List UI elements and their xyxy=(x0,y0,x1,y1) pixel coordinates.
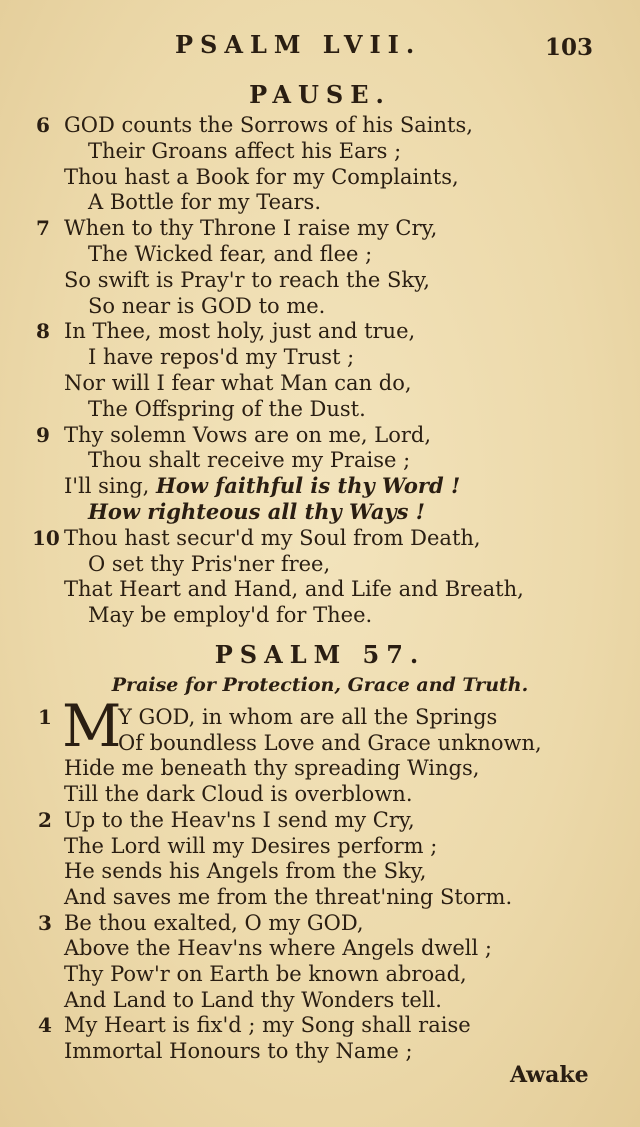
verse-line xyxy=(88,499,425,525)
verse-line xyxy=(118,730,542,756)
verse-line xyxy=(88,189,321,215)
verse-line xyxy=(88,344,354,370)
verse-line-text: O set thy Pris'ner free, xyxy=(88,551,331,576)
verse-line-text: And Land to Land thy Wonders tell. xyxy=(64,987,442,1012)
verse-line xyxy=(64,807,415,833)
psalm-heading: PSALM 57. xyxy=(214,640,426,669)
verse-line xyxy=(118,704,497,730)
verse-line-text: Above the Heav'ns where Angels dwell ; xyxy=(64,936,492,961)
verse-number: 1 xyxy=(38,705,52,729)
verse-line-text: I'll sing, xyxy=(64,474,156,499)
verse-number: 3 xyxy=(38,910,52,935)
verse-line-text: How righteous all thy Ways ! xyxy=(88,499,425,524)
verse-line-text: Thy Pow'r on Earth be known abroad, xyxy=(64,962,467,986)
verse-number: 6 xyxy=(36,113,50,137)
verse-line-text: And saves me from the threat'ning Storm. xyxy=(64,884,513,909)
verse-line xyxy=(64,525,481,551)
verse-line xyxy=(64,267,430,293)
verse-line xyxy=(64,884,512,910)
catchword: Awake xyxy=(510,1062,589,1088)
verse-line-text: In Thee, most holy, just and true, xyxy=(64,319,416,344)
verse-line xyxy=(88,241,372,267)
verse-line xyxy=(64,422,431,448)
verse-line-text: Up to the Heav'ns I send my Cry, xyxy=(64,807,415,832)
psalm-subtitle: Praise for Protection, Grace and Truth. xyxy=(111,674,529,696)
verse-line-text: Thy solemn Vows are on me, Lord, xyxy=(64,422,431,447)
verse-line xyxy=(64,318,415,344)
verse-line-text: Thou hast secur'd my Soul from Death, xyxy=(64,525,481,550)
verse-line xyxy=(88,602,372,628)
verse-number: 4 xyxy=(38,1013,52,1038)
verse-line xyxy=(64,1038,413,1064)
verse-line-text: Till the dark Cloud is overblown. xyxy=(64,782,413,807)
verse-line-text: The Wicked fear, and flee ; xyxy=(88,242,373,266)
verse-line-text: My Heart is fix'd ; my Song shall raise xyxy=(64,1013,471,1038)
verse-number: 10 xyxy=(32,525,60,550)
verse-line-text: The Lord will my Desires perform ; xyxy=(64,833,438,858)
verse-line-text: Be thou exalted, O my GOD, xyxy=(64,910,364,935)
verse-line-text: When to thy Throne I raise my Cry, xyxy=(64,216,438,241)
verse-line xyxy=(88,293,325,319)
verse-line xyxy=(88,447,410,473)
verse-line-text: Immortal Honours to thy Name ; xyxy=(64,1039,413,1064)
verse-line-text: I have repos'd my Trust ; xyxy=(88,345,355,370)
verse-line-text: A Bottle for my Tears. xyxy=(88,190,322,215)
verse-line xyxy=(64,370,412,396)
verse-number: 2 xyxy=(38,807,52,832)
verse-line-text: GOD counts the Sorrows of his Saints, xyxy=(64,113,473,137)
verse-line xyxy=(64,576,524,602)
verse-line xyxy=(64,987,442,1013)
verse-line-italic: How faithful is thy Word ! xyxy=(156,473,461,499)
page-number: 103 xyxy=(545,34,594,61)
pause-heading: PAUSE. xyxy=(249,80,391,109)
verse-line xyxy=(64,833,437,859)
verse-line xyxy=(64,781,413,807)
verse-line xyxy=(88,396,366,422)
verse-line-text: He sends his Angels from the Sky, xyxy=(64,859,427,884)
verse-line xyxy=(64,935,492,961)
verse-number: 7 xyxy=(36,216,50,241)
verse-line-text: Thou shalt receive my Praise ; xyxy=(88,448,411,473)
drop-cap: M xyxy=(62,692,122,760)
verse-line xyxy=(64,910,364,936)
verse-line-text: That Heart and Hand, and Life and Breath, xyxy=(64,577,524,602)
verse-line xyxy=(88,138,401,164)
verse-line xyxy=(64,164,459,190)
verse-line-text: Of boundless Love and Grace unknown, xyxy=(118,730,542,755)
verse-number: 8 xyxy=(36,319,50,344)
verse-line-text: Y GOD, in whom are all the Springs xyxy=(118,705,498,729)
verse-line-text: Hide me beneath thy spreading Wings, xyxy=(64,756,480,781)
verse-line-text: Their Groans affect his Ears ; xyxy=(88,138,402,163)
verse-line xyxy=(64,112,473,138)
verse-line-text: So swift is Pray'r to reach the Sky, xyxy=(64,267,430,292)
verse-line xyxy=(64,473,460,499)
verse-line xyxy=(64,1012,471,1038)
running-header: PSALM LVII. xyxy=(175,30,422,59)
verse-line-text: So near is GOD to me. xyxy=(88,293,326,318)
verse-line-text: Thou hast a Book for my Complaints, xyxy=(64,164,459,189)
verse-line xyxy=(64,858,426,884)
verse-line xyxy=(64,215,437,241)
verse-line xyxy=(88,551,330,577)
verse-line xyxy=(64,755,479,781)
verse-line xyxy=(64,961,467,987)
verse-line-text: The Offspring of the Dust. xyxy=(88,396,366,421)
verse-line-text: May be employ'd for Thee. xyxy=(88,603,373,628)
verse-number: 9 xyxy=(36,422,50,447)
verse-line-text: Nor will I fear what Man can do, xyxy=(64,371,412,395)
